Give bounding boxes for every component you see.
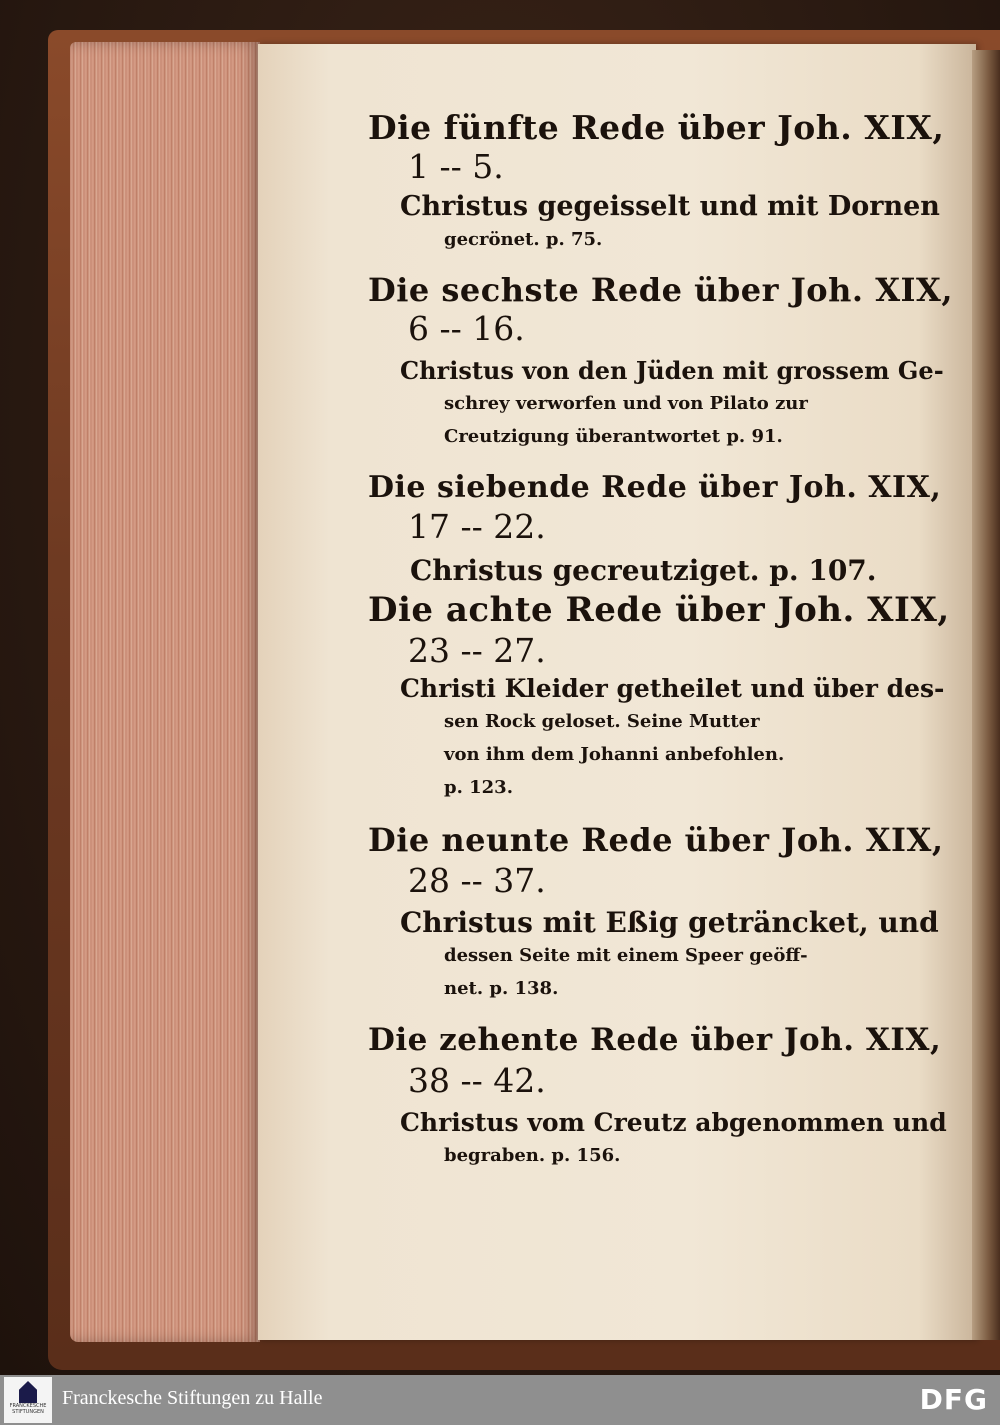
description-line: begraben. p. 156. (444, 1145, 621, 1166)
entry-verses: 6 -- 16. (408, 309, 525, 348)
entry-description (410, 554, 962, 587)
description-line: Christus gecreutziget. p. 107. (410, 554, 877, 587)
institution-logo (4, 1377, 52, 1423)
logo-caption: FRANCKESCHE STIFTUNGEN (9, 1403, 47, 1415)
description-line: dessen Seite mit einem Speer geöff- (444, 945, 808, 966)
description-line: sen Rock geloset. Seine Mutter (444, 711, 760, 732)
entry-description (400, 672, 952, 804)
entry-heading: Die zehente Rede über Joh. XIX, (368, 1022, 942, 1058)
description-line: Christus von den Jüden mit grossem Ge- (400, 356, 944, 385)
entry-verses: 38 -- 42. (408, 1061, 546, 1100)
description-line: von ihm dem Johanni anbefohlen. (444, 744, 785, 765)
entry-heading: Die neunte Rede über Joh. XIX, (368, 821, 944, 859)
entry-heading: Die sechste Rede über Joh. XIX, (368, 271, 953, 309)
description-line: Christus mit Eßig geträncket, und (400, 906, 939, 939)
entry-description (400, 906, 952, 1005)
entry-heading: Die achte Rede über Joh. XIX, (368, 590, 950, 630)
institution-name[interactable]: Franckesche Stiftungen zu Halle (62, 1387, 323, 1409)
house-icon (19, 1381, 37, 1403)
description-line: Creutzigung überantwortet p. 91. (444, 426, 783, 447)
description-line: schrey verworfen und von Pilato zur (444, 393, 808, 414)
entry-description (400, 1106, 952, 1172)
entry-heading: Die siebende Rede über Joh. XIX, (368, 470, 942, 505)
entry-verses: 28 -- 37. (408, 861, 546, 900)
entry-verses: 17 -- 22. (408, 507, 546, 546)
description-line: p. 123. (444, 777, 513, 798)
description-line: Christi Kleider getheilet und über des- (400, 674, 945, 703)
entry-verses: 1 -- 5. (408, 147, 504, 186)
description-line: Christus gegeisselt und mit Dornen (400, 191, 940, 222)
footer-bar (0, 1375, 1000, 1425)
dfg-logo[interactable]: DFG (919, 1383, 988, 1416)
entry-verses: 23 -- 27. (408, 631, 546, 670)
description-line: net. p. 138. (444, 978, 559, 999)
entry-heading: Die fünfte Rede über Joh. XIX, (368, 108, 945, 147)
entry-description (400, 354, 952, 453)
description-line: Christus vom Creutz abgenommen und (400, 1108, 947, 1137)
entry-description (400, 190, 952, 256)
description-line: gecrönet. p. 75. (444, 229, 603, 250)
